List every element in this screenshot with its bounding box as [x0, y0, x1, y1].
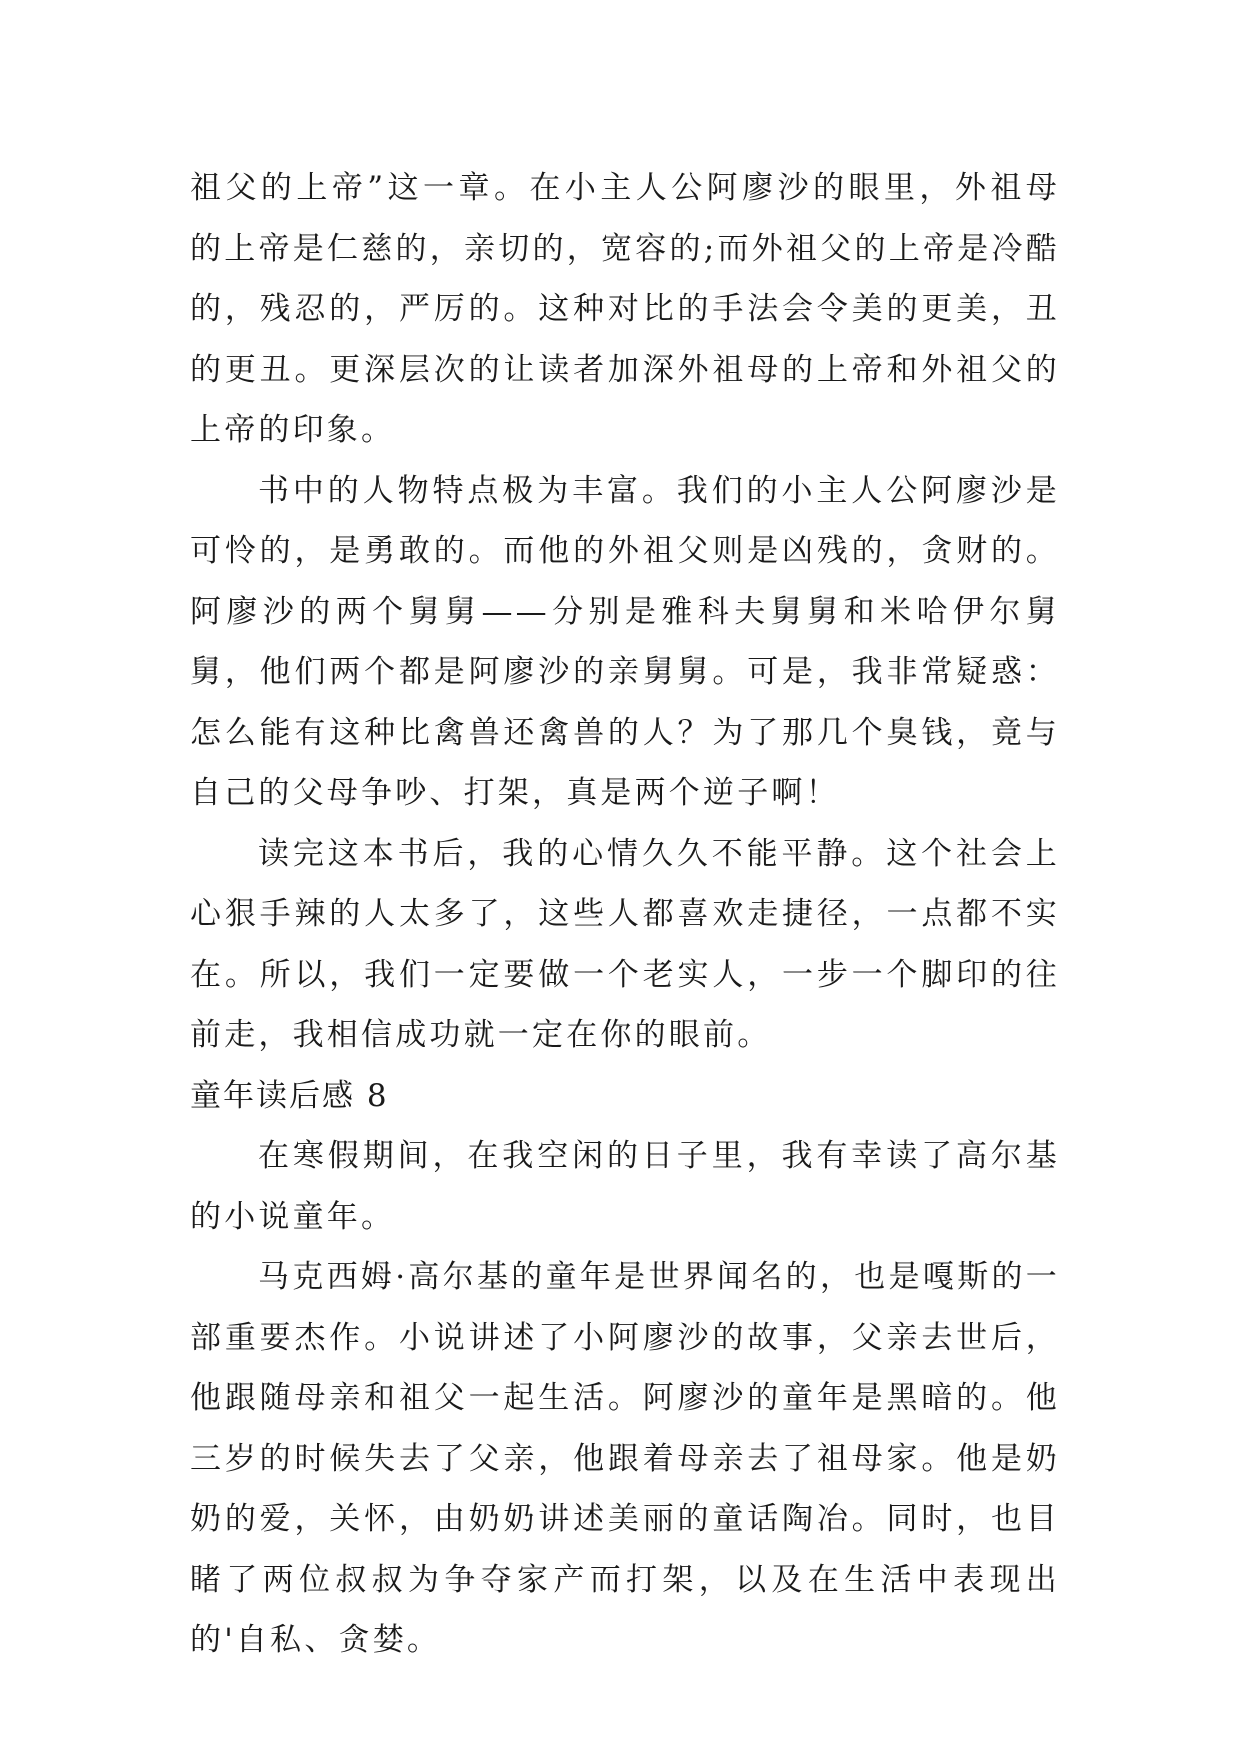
paragraph-winter-break: 在寒假期间，在我空闲的日子里，我有幸读了高尔基的小说童年。: [190, 1138, 1060, 1235]
document-body: [190, 158, 1060, 1671]
paragraph-grandfather-god: 祖父的上帝”这一章。在小主人公阿廖沙的眼里，外祖母的上帝是仁慈的，亲切的，宽容的;而外祖父的上帝是冷酷的，残忍的，严厉的。这种对比的手法会令美的更美，丑的更丑。更深层次的让读者加深外祖母的上帝和外祖父的上帝的印象。: [190, 170, 1060, 448]
section-heading: 童年读后感 8: [190, 1077, 389, 1114]
paragraph-reflection: 读完这本书后，我的心情久久不能平静。这个社会上心狠手辣的人太多了，这些人都喜欢走捷径，一点都不实在。所以，我们一定要做一个老实人，一步一个脚印的往前走，我相信成功就一定在你的眼前。: [190, 835, 1060, 1053]
paragraph-characters: 书中的人物特点极为丰富。我们的小主人公阿廖沙是可怜的，是勇敢的。而他的外祖父则是凶残的，贪财的。阿廖沙的两个舅舅——分别是雅科夫舅舅和米哈伊尔舅舅，他们两个都是阿廖沙的亲舅舅。可是，我非常疑惑：怎么能有这种比禽兽还禽兽的人？为了那几个臭钱，竟与自己的父母争吵、打架，真是两个逆子啊！: [190, 472, 1060, 811]
paragraph-gorky-summary: 马克西姆·高尔基的童年是世界闻名的，也是嘎斯的一部重要杰作。小说讲述了小阿廖沙的故事，父亲去世后，他跟随母亲和祖父一起生活。阿廖沙的童年是黑暗的。他三岁的时候失去了父亲，他跟着母亲去了祖母家。他是奶奶的爱，关怀，由奶奶讲述美丽的童话陶冶。同时，也目睹了两位叔叔为争夺家产而打架，以及在生活中表现出的'自私、贪婪。: [190, 1259, 1060, 1658]
